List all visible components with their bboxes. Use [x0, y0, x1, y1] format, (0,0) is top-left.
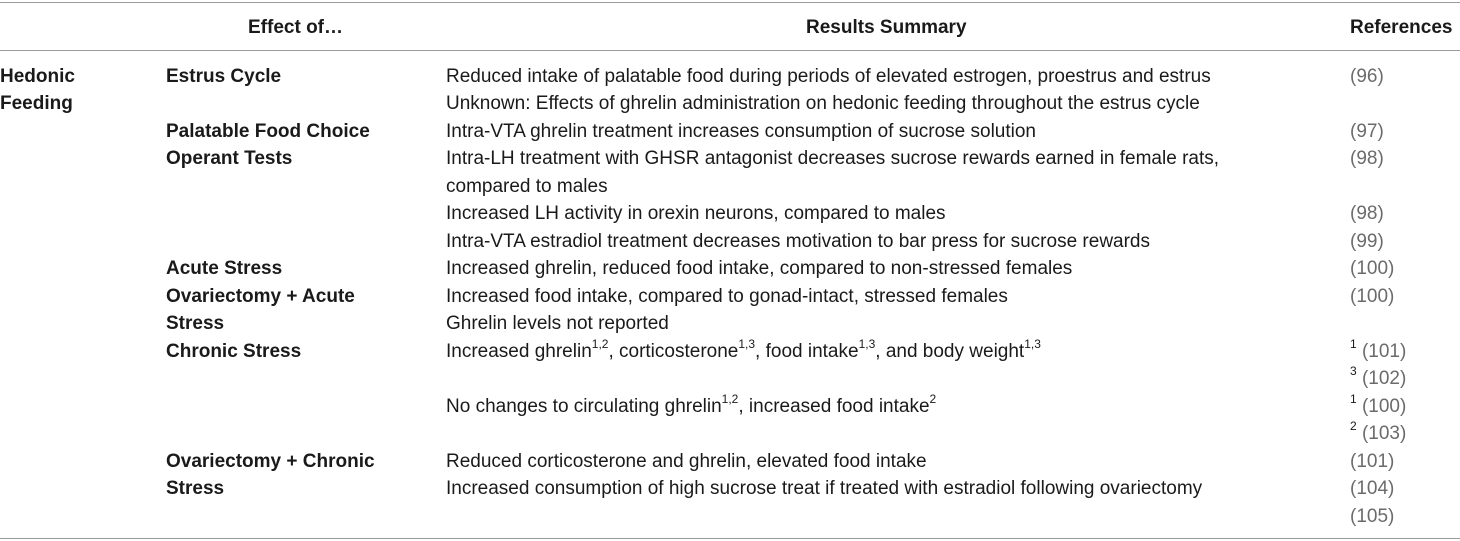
result-text: Reduced corticosterone and ghrelin, elevated food intake — [446, 451, 927, 472]
superscript: 1,3 — [858, 336, 876, 351]
reference-link[interactable]: (101) — [1361, 341, 1407, 362]
table-bottom-rule — [0, 538, 1460, 539]
category-label-line2: Feeding — [0, 93, 73, 114]
reference-link[interactable]: (100) — [1361, 396, 1407, 417]
effect-operant-tests: Operant Tests — [166, 148, 293, 169]
reference-link[interactable]: (98) — [1350, 203, 1384, 224]
result-text: Intra-VTA estradiol treatment decreases motivation to bar press for sucrose rewards — [446, 231, 1151, 252]
reference-with-superscript — [1350, 391, 1407, 418]
result-text-superscripted — [446, 391, 937, 418]
superscript: 1,3 — [1024, 336, 1041, 351]
reference-with-superscript — [1350, 336, 1407, 363]
reference-link[interactable]: (98) — [1350, 148, 1384, 169]
header-results-summary: Results Summary — [806, 17, 967, 38]
effect-acute-stress: Acute Stress — [166, 258, 283, 279]
result-text: Ghrelin levels not reported — [446, 313, 669, 334]
result-segment: , food intake — [755, 341, 859, 362]
effect-estrus-cycle: Estrus Cycle — [166, 66, 282, 87]
result-text: Increased ghrelin, reduced food intake, compared to non-stressed females — [446, 258, 1073, 279]
result-text: Intra-LH treatment with GHSR antagonist decreases sucrose rewards earned in female rats, — [446, 148, 1220, 169]
reference-link[interactable]: (102) — [1361, 368, 1407, 389]
reference-link[interactable]: (104) — [1350, 478, 1395, 499]
effect-ovx-acute-line1: Ovariectomy + Acute — [166, 286, 355, 307]
category-label-line1: Hedonic — [0, 66, 75, 87]
reference-with-superscript — [1350, 418, 1407, 445]
reference-link[interactable]: (100) — [1350, 258, 1395, 279]
effect-chronic-stress: Chronic Stress — [166, 341, 302, 362]
header-effect: Effect of… — [248, 17, 343, 38]
header-references: References — [1350, 17, 1453, 38]
reference-link[interactable]: (105) — [1350, 506, 1395, 527]
header-rule — [0, 50, 1460, 51]
result-text: Reduced intake of palatable food during periods of elevated estrogen, proestrus and estrus — [446, 66, 1211, 87]
result-text: Increased LH activity in orexin neurons, compared to males — [446, 203, 946, 224]
superscript: 1 — [1350, 391, 1357, 406]
superscript: 1,2 — [591, 336, 609, 351]
effect-ovx-acute-line2: Stress — [166, 313, 225, 334]
result-segment: No changes to circulating ghrelin — [446, 396, 722, 417]
result-text: Intra-VTA ghrelin treatment increases consumption of sucrose solution — [446, 121, 1036, 142]
result-text: compared to males — [446, 176, 608, 197]
result-segment: Increased ghrelin — [446, 341, 592, 362]
result-segment: , increased food intake — [738, 396, 930, 417]
effect-ovx-chronic-line2: Stress — [166, 478, 225, 499]
result-segment: , and body weight — [875, 341, 1025, 362]
table-top-rule — [0, 2, 1460, 3]
reference-link[interactable]: (97) — [1350, 121, 1384, 142]
superscript: 2 — [1350, 418, 1357, 433]
result-text: Unknown: Effects of ghrelin administration on hedonic feeding throughout the estrus cycle — [446, 93, 1200, 114]
result-text-superscripted — [446, 336, 1041, 363]
superscript: 2 — [929, 391, 937, 406]
superscript: 1,2 — [721, 391, 739, 406]
reference-link[interactable]: (100) — [1350, 286, 1395, 307]
superscript: 1,3 — [738, 336, 756, 351]
reference-with-superscript — [1350, 363, 1407, 390]
effect-ovx-chronic-line1: Ovariectomy + Chronic — [166, 451, 375, 472]
result-segment: , corticosterone — [608, 341, 739, 362]
superscript: 3 — [1350, 363, 1357, 378]
reference-link[interactable]: (99) — [1350, 231, 1384, 252]
effect-palatable-food-choice: Palatable Food Choice — [166, 121, 370, 142]
reference-link[interactable]: (103) — [1361, 423, 1407, 444]
result-text: Increased food intake, compared to gonad-intact, stressed females — [446, 286, 1008, 307]
reference-link[interactable]: (96) — [1350, 66, 1384, 87]
superscript: 1 — [1350, 336, 1357, 351]
result-text: Increased consumption of high sucrose treat if treated with estradiol following ovariectomy — [446, 478, 1203, 499]
reference-link[interactable]: (101) — [1350, 451, 1395, 472]
